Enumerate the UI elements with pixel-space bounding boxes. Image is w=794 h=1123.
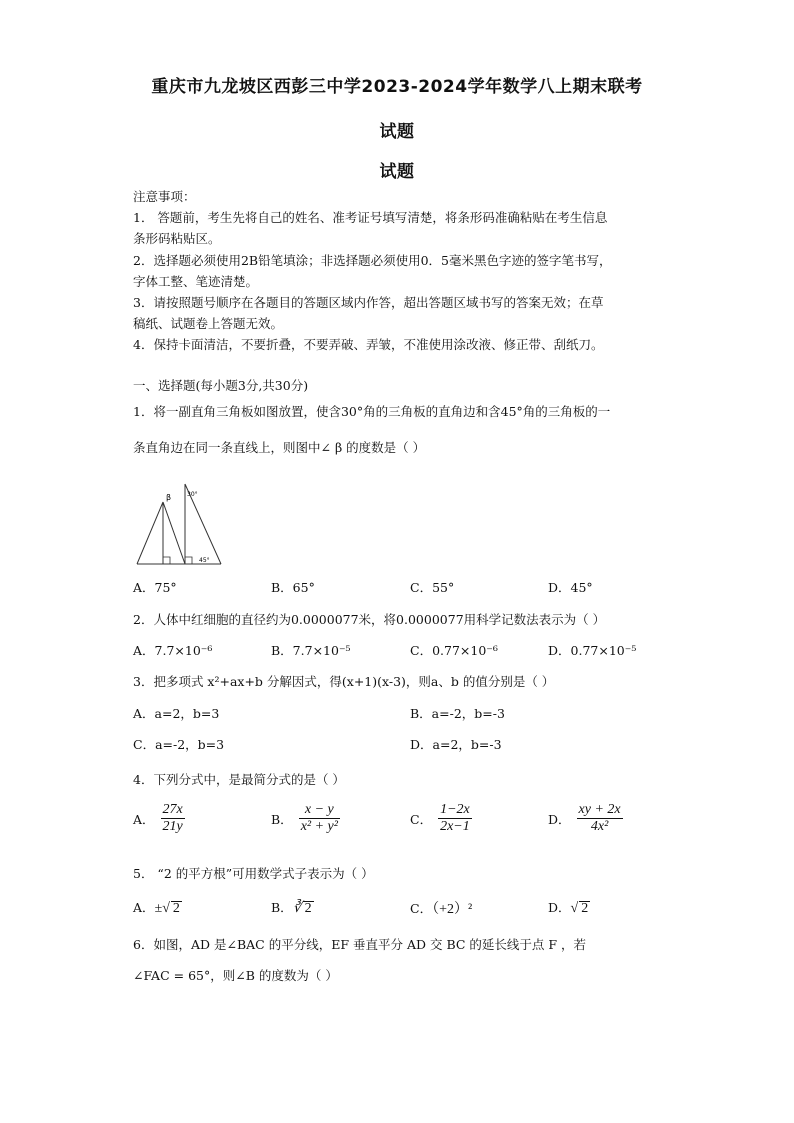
question-3-stem: 3．把多项式 x²+ax+b 分解因式，得(x+1)(x-3)，则a、b 的值分别是（ ）	[133, 674, 555, 689]
radical-sign: √	[570, 901, 579, 916]
numerator: x − y	[299, 802, 340, 819]
q4-option-d[interactable]	[548, 802, 623, 835]
question-6-stem: 6．如图，AD 是∠BAC 的平分线，EF 垂直平分 AD 交 BC 的延长线于点 F ，若	[133, 937, 587, 952]
question-1-stem-cont: 条直角边在同一条直线上，则图中∠ β 的度数是（ ）	[133, 440, 426, 455]
q3-option-b[interactable]: B．a=-2，b=-3	[410, 706, 505, 721]
notice-line: 字体工整、笔迹清楚。	[133, 274, 259, 289]
option-label: C．	[410, 901, 433, 916]
notice-heading: 注意事项：	[133, 189, 196, 204]
numerator: 1−2x	[438, 802, 472, 819]
q4-option-a[interactable]	[133, 802, 185, 835]
plus-minus-sign: ±	[154, 901, 163, 916]
notice-line: 3．请按照题号顺序在各题目的答题区域内作答，超出答题区域书写的答案无效；在草	[133, 295, 604, 310]
exam-subtitle-1: 试题	[379, 122, 415, 142]
question-6-stem-cont: ∠FAC = 65°，则∠B 的度数为（ ）	[133, 968, 338, 983]
q5-option-b[interactable]	[271, 898, 314, 917]
q3-option-c[interactable]: C．a=-2，b=3	[133, 737, 225, 752]
fraction	[299, 802, 340, 835]
section-heading: 一、选择题(每小题3分,共30分)	[133, 378, 309, 393]
triangle-45-hypotenuse	[137, 502, 163, 564]
notice-line: 1． 答题前，考生先将自己的姓名、准考证号填写清楚，将条形码准确粘贴在考生信息	[133, 210, 608, 225]
question-2-stem: 2．人体中红细胞的直径约为0.0000077米，将0.0000077用科学记数法表示为（ ）	[133, 612, 606, 627]
q4-option-c[interactable]	[410, 802, 472, 835]
option-label: D．	[548, 811, 571, 827]
exam-subtitle-2: 试题	[379, 162, 415, 182]
q2-option-a[interactable]: A．7.7×10⁻⁶	[133, 643, 213, 658]
question-1-stem: 1．将一副直角三角板如图放置，使含30°角的三角板的直角边和含45°角的三角板的一	[133, 404, 611, 419]
notice-line: 条形码粘贴区。	[133, 231, 221, 246]
radicand: 2	[304, 901, 312, 916]
option-label: A．	[133, 811, 155, 827]
fraction	[577, 802, 623, 835]
numerator: xy + 2x	[577, 802, 623, 819]
notice-line: 4．保持卡面清洁，不要折叠，不要弄破、弄皱，不准使用涂改液、修正带、刮纸刀。	[133, 337, 604, 352]
radical-sign: √	[162, 901, 170, 916]
notice-line: 2．选择题必须使用2B铅笔填涂；非选择题必须使用0．5毫米黑色字迹的签字笔书写，	[133, 253, 612, 268]
option-label: B．	[271, 811, 293, 827]
numerator: 27x	[161, 802, 185, 819]
radicand: 2	[172, 901, 180, 916]
q1-option-d[interactable]: D．45°	[548, 580, 593, 595]
denominator: x² + y²	[300, 819, 338, 835]
q3-option-d[interactable]: D．a=2，b=-3	[410, 737, 502, 752]
q1-option-c[interactable]: C．55°	[410, 580, 455, 595]
option-label: D．	[548, 900, 571, 915]
angle-45-label: 45°	[199, 557, 210, 564]
notice-line: 稿纸、试题卷上答题无效。	[133, 316, 284, 331]
cross-line	[163, 502, 185, 564]
exam-title: 重庆市九龙坡区西彭三中学2023-2024学年数学八上期末联考	[151, 77, 643, 97]
option-label: A．	[133, 900, 155, 915]
option-label: C．	[410, 811, 433, 827]
q2-option-d[interactable]: D．0.77×10⁻⁵	[548, 643, 637, 658]
triangle-figure	[133, 480, 225, 568]
fraction	[438, 802, 472, 835]
angle-30-label: 30°	[187, 491, 198, 498]
right-angle-mark	[185, 557, 192, 564]
option-label: B．	[271, 900, 293, 915]
q2-option-c[interactable]: C．0.77×10⁻⁶	[410, 643, 498, 658]
q5-option-c[interactable]	[410, 898, 472, 918]
option-expression: （+2）²	[432, 902, 473, 917]
question-4-stem: 4．下列分式中，是最简分式的是（ ）	[133, 772, 345, 787]
q5-option-a[interactable]	[133, 898, 182, 917]
denominator: 2x−1	[440, 819, 470, 835]
denominator: 21y	[162, 819, 183, 835]
q5-option-d[interactable]	[548, 898, 590, 917]
radicand: 2	[581, 901, 589, 916]
right-angle-mark	[163, 557, 170, 564]
q2-option-b[interactable]: B．7.7×10⁻⁵	[271, 643, 351, 658]
denominator: 4x²	[590, 819, 609, 835]
q4-option-b[interactable]	[271, 802, 340, 835]
q1-option-b[interactable]: B．65°	[271, 580, 315, 595]
q3-option-a[interactable]: A．a=2，b=3	[133, 706, 220, 721]
cube-root-sign: ∛	[292, 901, 302, 916]
fraction	[161, 802, 185, 835]
question-5-stem: 5． “2 的平方根”可用数学式子表示为（ ）	[133, 866, 374, 881]
q1-option-a[interactable]: A．75°	[133, 580, 177, 595]
beta-label: β	[166, 493, 172, 502]
